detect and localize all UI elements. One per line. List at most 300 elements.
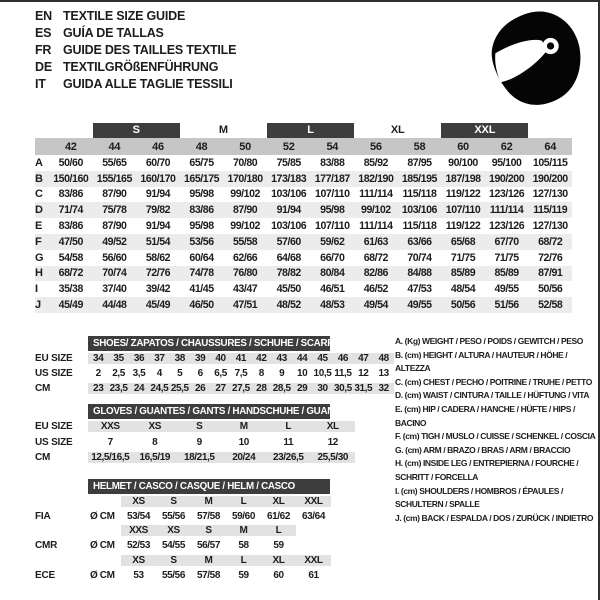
size-value-cell: 160/170 (140, 172, 176, 185)
size-value-cell: XL (311, 421, 356, 432)
helmet-table-rows (35, 494, 331, 583)
textile-row (35, 250, 572, 266)
shoes-table-row (35, 351, 394, 366)
size-value-cell: 45 (312, 353, 332, 364)
size-value-cell: 90/100 (448, 156, 478, 169)
size-value-cell: 12 (358, 368, 369, 379)
size-value-cell: 87/91 (538, 267, 563, 280)
size-value-cell: 49/55 (494, 283, 519, 296)
size-value-cell: XS (133, 421, 178, 432)
gloves-table-rows (35, 419, 355, 466)
row-header-label: EU SIZE (35, 353, 73, 364)
size-group-label: XL (390, 123, 405, 136)
row-label: C (35, 188, 43, 201)
size-value-cell: 46 (333, 353, 353, 364)
size-group-label: M (218, 123, 228, 136)
size-value-cell: 41/45 (189, 283, 214, 296)
size-value-cell: 7 (107, 436, 113, 448)
row-label: G (35, 251, 44, 264)
size-value-cell: 30 (312, 383, 332, 394)
helmet-size-cell: XS (156, 525, 191, 536)
eu-size-header-cell: 54 (326, 140, 339, 153)
row-label: A (35, 156, 43, 169)
textile-row (35, 202, 572, 218)
size-value-cell: 48 (373, 353, 393, 364)
size-value-cell: 11,5 (334, 368, 352, 379)
helmet-size-header-row (35, 494, 331, 509)
size-value-cell: 95/100 (491, 156, 522, 169)
size-value-cell: L (266, 421, 311, 432)
size-value-cell: 18/21,5 (177, 452, 222, 463)
size-value-cell: 46/51 (320, 283, 345, 296)
size-value-cell: 91/94 (145, 220, 171, 233)
size-value-cell: 28,5 (272, 383, 291, 394)
spacer (35, 404, 88, 419)
row-header-label: EU SIZE (35, 421, 73, 433)
size-value-cell: 16,5/19 (133, 452, 178, 463)
size-value-cell: 65/68 (450, 235, 476, 248)
helmet-size-cell: XXS (121, 525, 156, 536)
size-value-cell: 107/110 (445, 204, 481, 217)
helmet-size-header-row (35, 524, 331, 539)
size-value-cell: 99/102 (361, 204, 391, 217)
eu-size-header-cell: 52 (282, 140, 295, 153)
eu-size-header-cell: 60 (457, 140, 469, 153)
textile-row (35, 281, 572, 297)
size-value-cell: 68/72 (58, 267, 83, 280)
size-value-cell: 76/80 (232, 267, 258, 280)
size-value-cell: 38 (170, 353, 190, 364)
language-row (35, 59, 236, 76)
shoes-table-title: SHOES/ ZAPATOS / CHAUSSURES / SCHUHE / SCARPE (88, 336, 330, 351)
legend-item: E. (cm) HIP / CADERA / HANCHE / HÜFTE / HIPS / BACINO (395, 403, 575, 428)
size-value-cell: 24 (129, 383, 149, 394)
size-value-cell: 13 (378, 368, 389, 379)
textile-row (35, 218, 572, 234)
helmet-size-cell: S (191, 525, 226, 536)
textile-row (35, 234, 572, 250)
size-value-cell: 103/106 (271, 220, 307, 233)
size-value-cell: 127/130 (532, 188, 568, 201)
size-value-cell: 45/50 (276, 283, 301, 296)
helmet-size-cell: M (191, 555, 226, 566)
size-value-cell: 49/54 (363, 299, 388, 312)
size-value-cell: 67/70 (494, 235, 519, 248)
size-value-cell: 107/110 (315, 188, 350, 201)
row-header-label: US SIZE (35, 436, 73, 448)
helmet-value-row (35, 568, 331, 583)
size-value-cell: 10 (238, 436, 249, 448)
helmet-size-cell: S (156, 496, 191, 507)
size-value-cell: 91/94 (276, 204, 301, 217)
size-value-cell: 83/86 (58, 220, 83, 233)
size-value-cell: 95/98 (320, 204, 345, 217)
size-value-cell: 54/55 (161, 540, 186, 552)
size-value-cell: 185/195 (401, 172, 438, 185)
size-value-cell: 70/80 (232, 156, 258, 169)
size-value-cell: 82/86 (363, 267, 388, 280)
size-value-cell: 187/198 (445, 172, 481, 185)
size-value-cell: 123/126 (489, 188, 525, 201)
gloves-table-row (35, 419, 355, 435)
legend-item: I. (cm) SHOULDERS / HOMBROS / ÉPAULES / SCHULTERN / SPALLE (395, 485, 563, 510)
size-value-cell: 34 (88, 353, 108, 364)
size-value-cell: 95/98 (189, 220, 214, 233)
gloves-table-row (35, 435, 355, 451)
row-label: B (35, 172, 43, 185)
size-value-cell: 43 (272, 353, 292, 364)
size-value-cell: 35 (108, 353, 128, 364)
size-value-cell: 70/74 (102, 267, 127, 280)
textile-table-body (35, 155, 572, 313)
size-value-cell: 51/54 (145, 235, 171, 248)
size-value-cell: 80/84 (320, 267, 345, 280)
size-value-cell: 59/62 (320, 235, 345, 248)
size-value-cell: 30,5 (333, 383, 352, 394)
size-value-cell: 32 (373, 383, 393, 394)
size-value-cell: 47/51 (232, 299, 258, 312)
size-value-cell: 111/114 (359, 188, 393, 201)
gloves-table-row (35, 450, 355, 466)
legend-item: H. (cm) INSIDE LEG / ENTREPIERNA / FOURCHE / SCHRITT / FORCELLA (395, 458, 579, 482)
language-code: IT (35, 77, 46, 91)
size-value-cell: 8 (152, 436, 158, 448)
size-value-cell: 91/94 (145, 188, 171, 201)
legend-item: J. (cm) BACK / ESPALDA / DOS / ZURÜCK / INDIETRO (395, 512, 594, 523)
size-value-cell: XXS (88, 421, 133, 432)
helmet-size-cell: XL (261, 496, 296, 507)
size-value-cell: 43/47 (232, 283, 258, 296)
size-value-cell: 190/200 (532, 172, 568, 185)
size-value-cell: 23/26,5 (266, 452, 311, 463)
size-value-cell: 55/56 (161, 569, 186, 581)
textile-row (35, 155, 572, 171)
size-value-cell: 83/86 (58, 188, 83, 201)
size-value-cell: 173/183 (271, 172, 307, 185)
eu-size-header-cell: 42 (64, 140, 77, 153)
guide-title: TEXTILGRÖßENFÜHRUNG (63, 60, 219, 74)
size-value-cell: 68/72 (538, 235, 563, 248)
size-value-cell: 56/60 (102, 251, 127, 264)
size-value-cell: 190/200 (489, 172, 525, 185)
size-value-cell: 50/56 (450, 299, 476, 312)
size-value-cell: 83/86 (189, 204, 214, 217)
helmet-size-cell: XXL (296, 555, 331, 566)
size-value-cell: 85/89 (450, 267, 476, 280)
size-value-cell: 8 (258, 368, 264, 379)
guide-title: TEXTILE SIZE GUIDE (63, 9, 186, 23)
size-value-cell: 58/62 (145, 251, 171, 264)
eu-size-header-cell: 44 (108, 140, 121, 153)
textile-row (35, 297, 572, 313)
size-value-cell: 44 (292, 353, 312, 364)
size-value-cell: 57/60 (276, 235, 301, 248)
row-label: I (35, 283, 39, 296)
size-value-cell: 37/40 (102, 283, 127, 296)
size-value-cell: M (222, 421, 267, 432)
size-value-cell: 60/64 (189, 251, 214, 264)
size-value-cell: 59/60 (231, 510, 256, 522)
size-value-cell: 25,5 (170, 383, 189, 394)
size-value-cell: 2,5 (112, 368, 125, 379)
size-value-cell: 66/70 (320, 251, 345, 264)
size-group-label: XXL (441, 123, 528, 138)
size-value-cell: 95/98 (189, 188, 214, 201)
diameter-unit-label: Ø CM (90, 510, 115, 522)
helmet-value-row (35, 538, 331, 553)
helmet-size-cell: L (261, 525, 296, 536)
size-value-cell: 71/75 (450, 251, 476, 264)
legend-item: D. (cm) WAIST / CINTURA / TAILLE / HÜFTUNG / VITA (395, 390, 590, 401)
size-value-cell: 115/118 (402, 220, 437, 233)
size-value-cell: 24,5 (150, 383, 169, 394)
size-value-cell: 37 (149, 353, 169, 364)
size-value-cell: 27 (210, 383, 230, 394)
measurement-legend (395, 335, 600, 525)
guide-title: GUÍA DE TALLAS (63, 26, 164, 40)
size-value-cell: 53 (133, 569, 144, 581)
size-value-cell: 50/56 (538, 283, 563, 296)
size-value-cell: 55/65 (102, 156, 127, 169)
size-value-cell: 85/92 (363, 156, 388, 169)
size-value-cell: 70/74 (407, 251, 432, 264)
size-value-cell: 57/58 (196, 510, 221, 522)
helmet-size-cell: M (226, 525, 261, 536)
language-code: ES (35, 26, 52, 40)
eu-size-header-row (35, 138, 572, 155)
size-value-cell: 87/90 (232, 204, 258, 217)
legend-item: F. (cm) TIGH / MUSLO / CUISSE / SCHENKEL / COSCIA (395, 431, 596, 442)
size-value-cell: 2 (95, 368, 101, 379)
language-row (35, 25, 236, 42)
size-group-header-row (35, 122, 572, 138)
size-value-cell: 155/165 (96, 172, 132, 185)
size-value-cell: 85/89 (494, 267, 519, 280)
size-value-cell: 28 (251, 383, 271, 394)
size-value-cell: 48/52 (276, 299, 301, 312)
size-value-cell: 63/66 (407, 235, 432, 248)
size-value-cell: 150/160 (53, 172, 89, 185)
size-value-cell: 57/58 (196, 569, 221, 581)
size-value-cell: 75/78 (102, 204, 127, 217)
size-value-cell: 41 (231, 353, 251, 364)
size-value-cell: 75/85 (276, 156, 301, 169)
row-label: F (35, 235, 42, 248)
size-value-cell: 48/54 (450, 283, 476, 296)
size-value-cell: 12,5/16,5 (88, 452, 133, 463)
row-label: D (35, 204, 43, 217)
row-label: H (35, 267, 43, 280)
eu-size-header-cell: 58 (413, 140, 426, 153)
size-value-cell: 83/88 (320, 156, 345, 169)
standard-label: FIA (35, 510, 51, 522)
legend-item: C. (cm) CHEST / PECHO / POITRINE / TRUHE / PETTO (395, 376, 592, 387)
language-code: DE (35, 60, 52, 74)
size-value-cell: 54/58 (58, 251, 83, 264)
size-value-cell: 52/58 (538, 299, 563, 312)
textile-row (35, 171, 572, 187)
helmet-size-cell: XXL (296, 496, 331, 507)
size-value-cell: 6,5 (214, 368, 227, 379)
size-value-cell: 25,5/30 (311, 452, 356, 463)
size-value-cell: 59 (238, 569, 249, 581)
size-value-cell: 48/53 (320, 299, 345, 312)
textile-row (35, 187, 572, 203)
size-value-cell: 3,5 (132, 368, 146, 379)
gloves-header-row (35, 404, 355, 419)
size-value-cell: 40 (210, 353, 230, 364)
size-value-cell: S (177, 421, 222, 432)
helmet-size-cell: XS (121, 555, 156, 566)
size-value-cell: 170/180 (227, 172, 263, 185)
language-title-list (35, 8, 236, 93)
size-value-cell: 99/102 (230, 188, 260, 201)
size-value-cell: 165/175 (183, 172, 220, 185)
size-value-cell: 55/56 (161, 510, 186, 522)
size-value-cell: 72/76 (145, 267, 171, 280)
size-value-cell: 31,5 (354, 383, 373, 394)
shoes-table-row (35, 381, 394, 396)
size-value-cell: 182/190 (358, 172, 394, 185)
size-value-cell: 59 (273, 540, 284, 552)
size-value-cell: 61/63 (363, 235, 388, 248)
size-value-cell: 49/52 (102, 235, 127, 248)
size-value-cell: 47/53 (407, 283, 432, 296)
helmet-size-cell: XL (261, 555, 296, 566)
guide-title: GUIDE DES TAILLES TEXTILE (63, 43, 237, 57)
size-value-cell: 46/50 (189, 299, 214, 312)
size-value-cell: 12 (327, 436, 338, 448)
shoes-header-row (35, 336, 394, 351)
size-value-cell: 64/68 (276, 251, 301, 264)
size-value-cell: 103/106 (401, 204, 438, 217)
helmet-header-row (35, 479, 331, 494)
size-value-cell: 23 (88, 383, 108, 394)
size-value-cell: 119/122 (445, 188, 481, 201)
size-value-cell: 71/75 (494, 251, 519, 264)
size-value-cell: 103/106 (271, 188, 307, 201)
textile-size-table (35, 122, 572, 313)
size-value-cell: 60 (273, 569, 284, 581)
size-value-cell: 11 (283, 436, 294, 448)
size-value-cell: 35/38 (58, 283, 83, 296)
eu-size-header-cell: 46 (152, 140, 164, 153)
size-value-cell: 7,5 (234, 368, 248, 379)
helmet-size-cell: S (156, 555, 191, 566)
spacer (35, 479, 88, 494)
size-value-cell: 84/88 (407, 267, 432, 280)
size-value-cell: 45/49 (145, 299, 171, 312)
language-code: EN (35, 9, 52, 23)
size-value-cell: 107/110 (315, 220, 350, 233)
size-value-cell: 79/82 (145, 204, 171, 217)
language-code: FR (35, 43, 52, 57)
language-row (35, 76, 236, 93)
size-value-cell: 23,5 (109, 383, 128, 394)
size-value-cell: 51/56 (494, 299, 519, 312)
spacer (35, 336, 88, 351)
size-value-cell: 52/53 (126, 540, 151, 552)
standard-label: ECE (35, 569, 55, 581)
size-value-cell: 99/102 (230, 220, 260, 233)
gloves-size-table (35, 404, 355, 466)
legend-item: B. (cm) HEIGHT / ALTURA / HAUTEUR / HÖHE / ALTEZZA (395, 349, 568, 374)
size-value-cell: 53/56 (189, 235, 214, 248)
size-value-cell: 111/114 (489, 204, 524, 217)
textile-row (35, 266, 572, 282)
size-value-cell: 58 (238, 540, 249, 552)
shoes-table-rows (35, 351, 394, 396)
helmet-table-title: HELMET / CASCO / CASQUE / HELM / CASCO (88, 479, 330, 494)
shoes-size-table (35, 336, 394, 396)
size-value-cell: 68/72 (363, 251, 388, 264)
row-header-label: CM (35, 383, 51, 394)
size-value-cell: 71/74 (58, 204, 83, 217)
size-value-cell: 74/78 (189, 267, 214, 280)
gloves-table-title: GLOVES / GUANTES / GANTS / HANDSCHUHE / GUANTI (88, 404, 330, 419)
helmet-size-cell: L (226, 555, 261, 566)
size-value-cell: 111/114 (359, 220, 393, 233)
size-value-cell: 39 (190, 353, 210, 364)
size-value-cell: 20/24 (222, 452, 267, 463)
row-header-label: US SIZE (35, 368, 73, 379)
guide-title: GUIDA ALLE TAGLIE TESSILI (63, 77, 233, 91)
size-value-cell: 61/62 (266, 510, 291, 522)
eu-size-header-cell: 48 (195, 140, 208, 153)
eu-size-header-cell: 64 (544, 140, 557, 153)
size-value-cell: 56/57 (196, 540, 221, 552)
size-value-cell: 29 (292, 383, 312, 394)
size-value-cell: 50/60 (58, 156, 83, 169)
helmet-size-table (35, 479, 331, 583)
size-value-cell: 60/70 (145, 156, 171, 169)
size-value-cell: 26 (190, 383, 210, 394)
size-value-cell: 62/66 (232, 251, 258, 264)
racing-helmet-icon (478, 8, 596, 112)
row-label: J (35, 299, 42, 312)
size-value-cell: 10,5 (313, 368, 332, 379)
size-value-cell: 9 (279, 368, 285, 379)
size-value-cell: 27,5 (231, 383, 250, 394)
eu-size-header-cell: 50 (239, 140, 251, 153)
size-value-cell: 45/49 (58, 299, 83, 312)
size-value-cell: 119/122 (445, 220, 481, 233)
legend-item: A. (Kg) WEIGHT / PESO / POIDS / GEWITCH / PESO (395, 336, 583, 346)
size-value-cell: 87/95 (407, 156, 432, 169)
helmet-value-row (35, 509, 331, 524)
size-value-cell: 6 (197, 368, 203, 379)
size-value-cell: 63/64 (301, 510, 326, 522)
size-value-cell: 47 (353, 353, 373, 364)
size-value-cell: 53/54 (126, 510, 151, 522)
size-value-cell: 44/48 (102, 299, 127, 312)
size-value-cell: 49/55 (407, 299, 432, 312)
eu-size-header-cell: 62 (500, 140, 513, 153)
size-value-cell: 105/115 (532, 156, 568, 169)
size-value-cell: 87/90 (102, 220, 127, 233)
size-value-cell: 65/75 (189, 156, 214, 169)
size-value-cell: 46/52 (363, 283, 388, 296)
size-group-label: L (267, 123, 354, 138)
size-value-cell: 42 (251, 353, 271, 364)
size-value-cell: 10 (296, 368, 308, 379)
legend-item: G. (cm) ARM / BRAZO / BRAS / ARM / BRACCIO (395, 444, 571, 455)
size-value-cell: 72/76 (538, 251, 563, 264)
size-value-cell: 87/90 (102, 188, 127, 201)
row-header-label: CM (35, 452, 51, 464)
diameter-unit-label: Ø CM (90, 540, 115, 552)
size-value-cell: 115/119 (533, 204, 568, 217)
